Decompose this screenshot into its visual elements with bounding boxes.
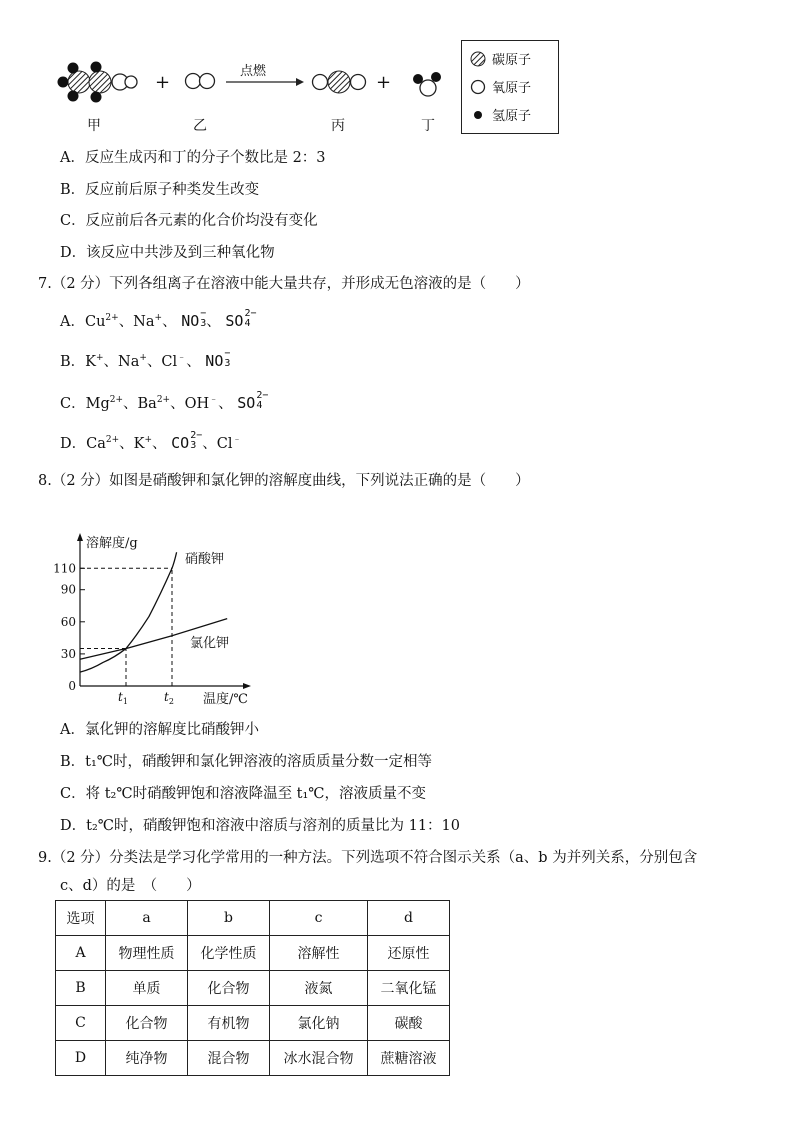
series-kno3-curve [80, 552, 177, 672]
q8-option-d: D．t₂℃时，硝酸钾饱和溶液中溶质与溶剂的质量比为 11：10 [60, 818, 460, 834]
q7-stem: 7.（2 分）下列各组离子在溶液中能大量共存，并形成无色溶液的是（ ） [38, 276, 530, 292]
reaction-condition: 点燃 [240, 63, 267, 78]
molecule-jia [58, 62, 138, 103]
y-tick-label: 60 [60, 614, 76, 629]
plus-sign-1: + [155, 72, 171, 93]
legend-carbon: 碳原子 [470, 49, 531, 68]
x-axis-label: 温度/℃ [203, 692, 248, 707]
table-cell: 纯净物 [106, 1041, 188, 1076]
table-cell: 物理性质 [106, 936, 188, 971]
table-header-cell: c [270, 901, 368, 936]
q6-option-d: D．该反应中共涉及到三种氧化物 [60, 245, 275, 261]
table-row [56, 971, 450, 1006]
table-row [56, 936, 450, 971]
nitrate-ion: NO − 3 [205, 348, 231, 370]
label-ding: 丁 [421, 118, 435, 134]
y-tick-label: 0 [68, 679, 76, 693]
table-header-row [56, 901, 450, 936]
reaction-diagram [0, 0, 794, 140]
sulfate-ion: SO 2− 4 [225, 308, 257, 330]
table-header-cell: d [368, 901, 450, 936]
label-bing: 丙 [331, 118, 345, 134]
table-cell: 冰水混合物 [270, 1041, 368, 1076]
q8-stem: 8.（2 分）如图是硝酸钾和氯化钾的溶解度曲线，下列说法正确的是（ ） [38, 473, 530, 489]
legend-hydrogen: 氢原子 [470, 105, 531, 124]
molecule-yi [186, 74, 215, 89]
q9-classification-table [55, 900, 450, 1076]
table-cell: 化学性质 [188, 936, 270, 971]
q8-option-a: A．氯化钾的溶解度比硝酸钾小 [60, 722, 259, 738]
table-row [56, 1006, 450, 1041]
q9-stem-line1: 9.（2 分）分类法是学习化学常用的一种方法。下列选项不符合图示关系（a、b 为并列关系，分别包含 [38, 850, 698, 866]
q8-option-c: C．将 t₂℃时硝酸钾饱和溶液降温至 t₁℃，溶液质量不变 [60, 786, 427, 802]
carbon-atom-icon [470, 51, 486, 67]
q6-option-b: B．反应前后原子种类发生改变 [60, 182, 260, 198]
table-header-cell: a [106, 901, 188, 936]
table-cell: A [56, 936, 106, 971]
y-tick-label: 30 [60, 646, 76, 661]
q6-option-c: C．反应前后各元素的化合价均没有变化 [60, 213, 318, 229]
table-cell: C [56, 1006, 106, 1041]
table-cell: 有机物 [188, 1006, 270, 1041]
table-cell: B [56, 971, 106, 1006]
molecule-ding [413, 72, 441, 96]
table-header-cell: 选项 [56, 901, 106, 936]
q7-option-d: D．$Ca^{2+}$、K+、 CO 2− 3 、Cl﹣ [60, 430, 242, 452]
molecule-bing [313, 71, 366, 93]
hydrogen-atom-icon [470, 107, 486, 123]
table-cell: 二氧化锰 [368, 971, 450, 1006]
y-axis-label: 溶解度/g [86, 536, 138, 551]
series-kcl-label: 氯化钾 [190, 636, 230, 651]
table-cell: 化合物 [188, 971, 270, 1006]
q6-option-a: A．反应生成丙和丁的分子个数比是 2：3 [60, 150, 326, 166]
carbonate-ion: CO 2− 3 [171, 430, 203, 452]
series-kno3-label: 硝酸钾 [185, 552, 225, 567]
table-cell: 液氮 [270, 971, 368, 1006]
y-axis-arrow-icon [77, 533, 83, 541]
table-cell: 氯化钠 [270, 1006, 368, 1041]
q8-option-b: B．t₁℃时，硝酸钾和氯化钾溶液的溶质质量分数一定相等 [60, 754, 433, 770]
legend-oxygen: 氧原子 [470, 77, 531, 96]
table-cell: 蔗糖溶液 [368, 1041, 450, 1076]
label-yi: 乙 [193, 118, 207, 134]
x-tick-label: $t_1$ [118, 690, 128, 706]
q7-option-c: C．$Mg^{2+}$、$Ba^{2+}$、OH﹣、 SO 2− 4 [60, 390, 269, 412]
table-cell: 溶解性 [270, 936, 368, 971]
table-header-cell: b [188, 901, 270, 936]
table-cell: 单质 [106, 971, 188, 1006]
label-jia: 甲 [87, 118, 101, 134]
nitrate-ion: NO − 3 [181, 308, 207, 330]
table-cell: 碳酸 [368, 1006, 450, 1041]
table-cell: D [56, 1041, 106, 1076]
table-row [56, 1041, 450, 1076]
y-tick-label: 110 [53, 561, 76, 576]
q7-option-b: B．K+、Na+、Cl﹣、 NO − 3 [60, 348, 231, 370]
q9-stem-line2: c、d）的是 （ ） [60, 878, 201, 894]
table-cell: 混合物 [188, 1041, 270, 1076]
x-axis-arrow-icon [243, 683, 251, 689]
atom-legend [461, 40, 559, 134]
sulfate-ion: SO 2− 4 [237, 390, 269, 412]
table-cell: 化合物 [106, 1006, 188, 1041]
plus-sign-2: + [376, 72, 392, 93]
q7-option-a: A．$Cu^{2+}$、Na+、 NO − 3 、 SO 2− 4 [60, 308, 257, 330]
x-tick-label: $t_2$ [164, 690, 174, 706]
solubility-chart [40, 525, 280, 710]
reaction-arrow [226, 78, 304, 86]
oxygen-atom-icon [470, 79, 486, 95]
table-cell: 还原性 [368, 936, 450, 971]
y-tick-label: 90 [60, 582, 76, 597]
